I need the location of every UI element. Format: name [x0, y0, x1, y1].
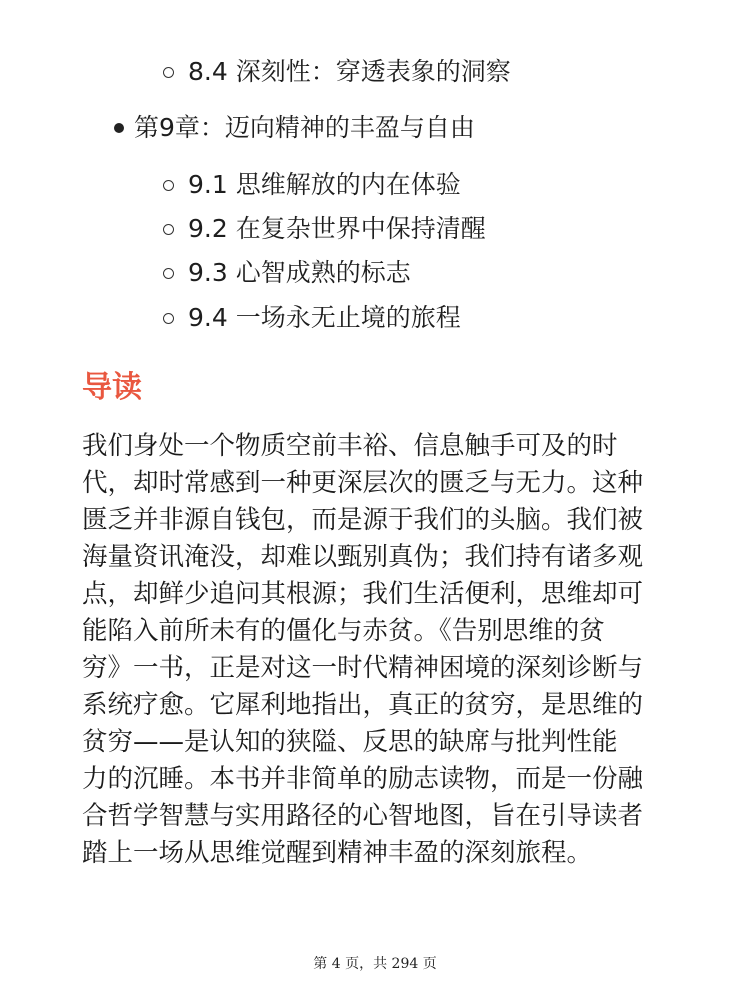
toc-item[interactable]: 9.3 心智成熟的标志	[188, 256, 411, 290]
paragraph-line: 贫穷——是认知的狭隘、反思的缺席与批判性能	[82, 727, 618, 757]
toc-chapter[interactable]: 第9章：迈向精神的丰盈与自由	[134, 111, 475, 145]
paragraph-line: 海量资讯淹没，却难以甄别真伪；我们持有诸多观	[82, 542, 644, 572]
paragraph-line: 匮乏并非源自钱包，而是源于我们的头脑。我们被	[82, 505, 644, 535]
toc-item[interactable]: 9.2 在复杂世界中保持清醒	[188, 212, 486, 246]
toc-item[interactable]: 8.4 深刻性：穿透表象的洞察	[188, 55, 511, 89]
paragraph-line: 代，却时常感到一种更深层次的匮乏与无力。这种	[82, 468, 644, 498]
toc-item[interactable]: 9.4 一场永无止境的旅程	[188, 301, 461, 335]
paragraph-line: 能陷入前所未有的僵化与赤贫。《告别思维的贫	[82, 616, 605, 646]
paragraph-line: 穷》一书，正是对这一时代精神困境的深刻诊断与	[82, 653, 644, 683]
paragraph-line: 力的沉睡。本书并非简单的励志读物，而是一份融	[82, 764, 644, 794]
toc-item[interactable]: 9.1 思维解放的内在体验	[188, 168, 461, 202]
page-number: 第 4 页，共 294 页	[313, 956, 437, 972]
paragraph-line: 我们身处一个物质空前丰裕、信息触手可及的时	[82, 431, 618, 461]
section-heading: 导读	[82, 370, 142, 405]
paragraph-line: 合哲学智慧与实用路径的心智地图，旨在引导读者	[82, 801, 644, 831]
paragraph-line: 踏上一场从思维觉醒到精神丰盈的深刻旅程。	[82, 838, 593, 868]
paragraph-line: 系统疗愈。它犀利地指出，真正的贫穷，是思维的	[82, 690, 644, 720]
intro-paragraph	[82, 428, 672, 872]
paragraph-line: 点，却鲜少追问其根源；我们生活便利，思维却可	[82, 579, 644, 609]
